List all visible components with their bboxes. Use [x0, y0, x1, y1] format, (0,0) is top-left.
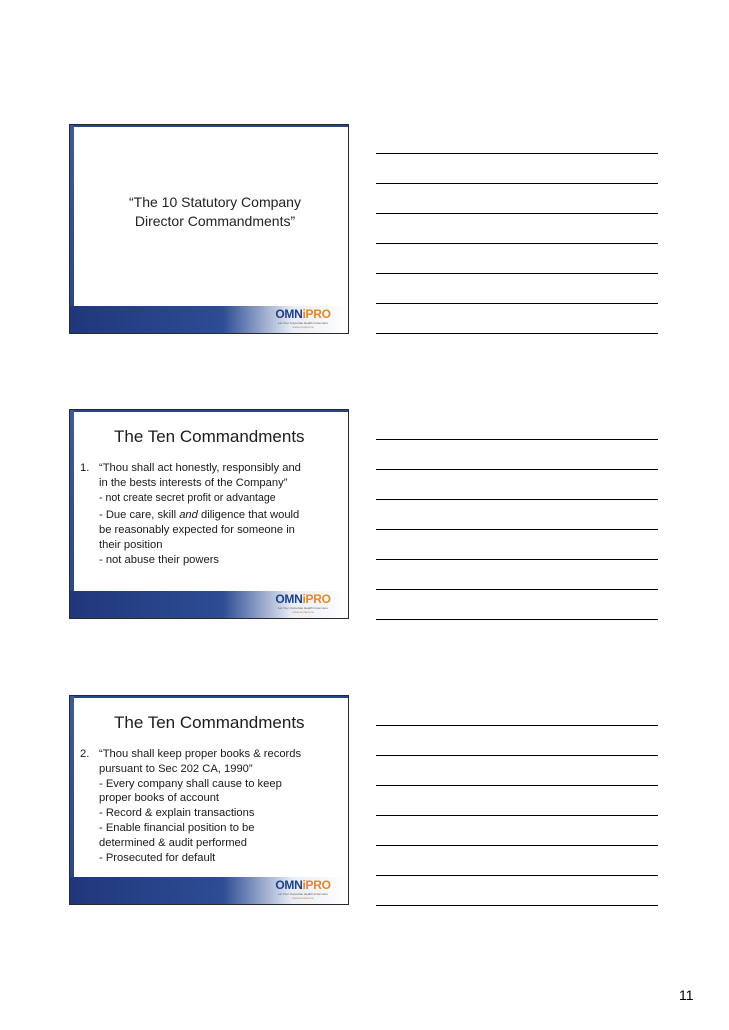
slide-3-commandment	[80, 747, 342, 865]
slide-1-thumbnail	[69, 124, 349, 334]
list-line: - not abuse their powers	[99, 553, 220, 566]
list-number: 1.	[80, 462, 90, 474]
note-line	[376, 559, 658, 560]
note-line	[376, 815, 658, 816]
slide-3-title: The Ten Commandments	[114, 713, 305, 732]
list-line: “Thou shall keep proper books & records	[99, 748, 302, 760]
note-line	[376, 273, 658, 274]
slide-2-commandment	[80, 461, 342, 568]
note-line	[376, 183, 658, 184]
note-line	[376, 499, 658, 500]
omnipro-logo: OMNiPRO Let Your Corporate Health Grow Here www.omnipro.ie	[275, 878, 331, 900]
note-line	[376, 755, 658, 756]
omnipro-logo: OMNiPRO Let Your Corporate Health Grow Here www.omnipro.ie	[275, 307, 331, 329]
slide-2-title: The Ten Commandments	[114, 427, 305, 446]
list-line: be reasonably expected for someone in	[99, 524, 295, 537]
note-line	[376, 725, 658, 726]
slide-left-bar	[70, 696, 74, 904]
note-line	[376, 845, 658, 846]
note-line	[376, 905, 658, 906]
note-line	[376, 153, 658, 154]
list-line: - Record & explain transactions	[99, 807, 255, 820]
page-number: 11	[679, 987, 694, 1003]
list-line: - Every company shall cause to keep	[99, 777, 282, 790]
note-line	[376, 469, 658, 470]
list-line: their position	[99, 538, 163, 551]
list-line: - Prosecuted for default	[99, 851, 216, 864]
list-line: determined & audit performed	[99, 836, 248, 849]
note-line	[376, 243, 658, 244]
list-line: in the bests interests of the Company”	[99, 476, 288, 489]
note-line	[376, 303, 658, 304]
slide-left-bar	[70, 410, 74, 618]
list-line: - not create secret profit or advantage	[99, 491, 276, 504]
slide-top-border	[70, 125, 348, 127]
slide-3-thumbnail	[69, 695, 349, 905]
slide-1-title-line: “The 10 Statutory Company	[129, 194, 301, 210]
list-number: 2.	[80, 748, 90, 760]
note-line	[376, 619, 658, 620]
note-line	[376, 213, 658, 214]
note-line	[376, 785, 658, 786]
list-line: proper books of account	[99, 792, 220, 805]
note-line	[376, 333, 658, 334]
list-line: - Enable financial position to be	[99, 821, 255, 834]
slide-top-border	[70, 410, 348, 412]
note-line	[376, 439, 658, 440]
list-line: - Due care, skill and diligence that would	[99, 509, 300, 522]
note-line	[376, 589, 658, 590]
slide-left-bar	[70, 125, 74, 333]
slide-2-thumbnail	[69, 409, 349, 619]
note-line	[376, 875, 658, 876]
note-line	[376, 529, 658, 530]
slide-1-title	[100, 193, 330, 231]
omnipro-logo: OMNiPRO Let Your Corporate Health Grow Here www.omnipro.ie	[275, 592, 331, 614]
slide-top-border	[70, 696, 348, 698]
slide-1-title-line: Director Commandments”	[134, 213, 296, 229]
list-line: pursuant to Sec 202 CA, 1990”	[99, 762, 253, 775]
list-line: “Thou shall act honestly, responsibly and	[99, 462, 301, 474]
